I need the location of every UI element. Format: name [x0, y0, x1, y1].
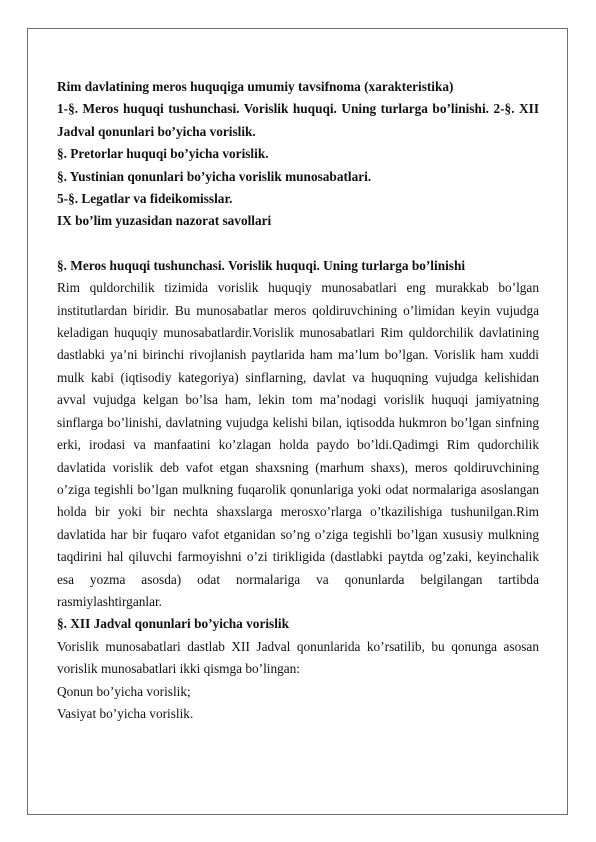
spacer — [57, 233, 539, 255]
toc-heading: Rim davlatining meros huquqiga umumiy tavsifnoma (xarakteristika) — [57, 79, 454, 94]
toc-item-5: IX bo’lim yuzasidan nazorat savollari — [57, 213, 272, 229]
section1-paragraph: Rim quldorchilik tizimida vorislik huquqiy munosabatlari eng murakkab bo’lgan institutlardan biridir. Bu munosabatlar meros qoldiruvchining o’limidan keyin vujudga keladigan huquqiy munosabatlardir.Vorislik munosabatlari Rim quldorchilik davlatining dastlabki ya’ni birinchi rivojlanish paytlarida ham ma’lum bo’lgan. Vorislik ham xuddi mulk kabi (iqtisodiy kategoriya) sinflarning, davlat va huquqning vujudga kelishidan avval vujudga kelgan bo’lsa ham, lekin tom ma’nodagi vorislik huquqi jamiyatning sinflarga bo’linishi, davlatning vujudga kelishi bilan, iqtisodda hukmron bo’lgan sinfning erki, irodasi va manfaatini ko’zlagan holda paydo bo’ldi.Qadimgi Rim qudorchilik davlatida vorislik deb vafot etgan shaxsning (marhum shaxs), meros qoldiruvchining o’ziga tegishli bo’lgan mulkning fuqarolik qonunlariga yoki odat normalariga asoslangan holda bir yoki bir nechta shaxslarga merosxo’rlarga o’tkazilishiga tushunilgan.Rim davlatida har bir fuqaro vafot etganidan so’ng o’ziga tegishli bo’lgan xususiy mulkning taqdirini hal qiluvchi farmoyishni o’zi tirikligida (dastlabki paytda og’zaki, keyinchalik esa yozma asosda) odat normalariga va qonunlarda belgilangan tartibda rasmiylashtirganlar. — [57, 280, 539, 609]
toc-item-4: 5-§. Legatlar va fideikomisslar. — [57, 191, 233, 207]
section2-paragraph: Vorislik munosabatlari dastlab XII Jadval qonunlarida ko’rsatilib, bu qonunga asosan vorislik munosabatlari ikki qismga bo’lingan: — [57, 638, 539, 677]
section1-heading: §. Meros huquqi tushunchasi. Vorislik huquqi. Uning turlarga bo’linishi — [57, 257, 466, 273]
section2-heading: §. XII Jadval qonunlari bo’yicha vorislik — [57, 616, 290, 632]
toc-item-2: §. Pretorlar huquqi bo’yicha vorislik. — [57, 146, 269, 162]
section2-line-1: Qonun bo’yicha vorislik; — [57, 683, 191, 699]
document-body — [57, 76, 539, 725]
toc-item-1: 1-§. Meros huquqi tushunchasi. Vorislik huquqi. Uning turlarga bo’linishi. 2-§. XII Jadval qonunlari bo’yicha vorislik. — [57, 101, 539, 139]
section2-line-2: Vasiyat bo’yicha vorislik. — [57, 705, 194, 721]
toc-item-3: §. Yustinian qonunlari bo’yicha vorislik munosabatlari. — [57, 168, 372, 184]
